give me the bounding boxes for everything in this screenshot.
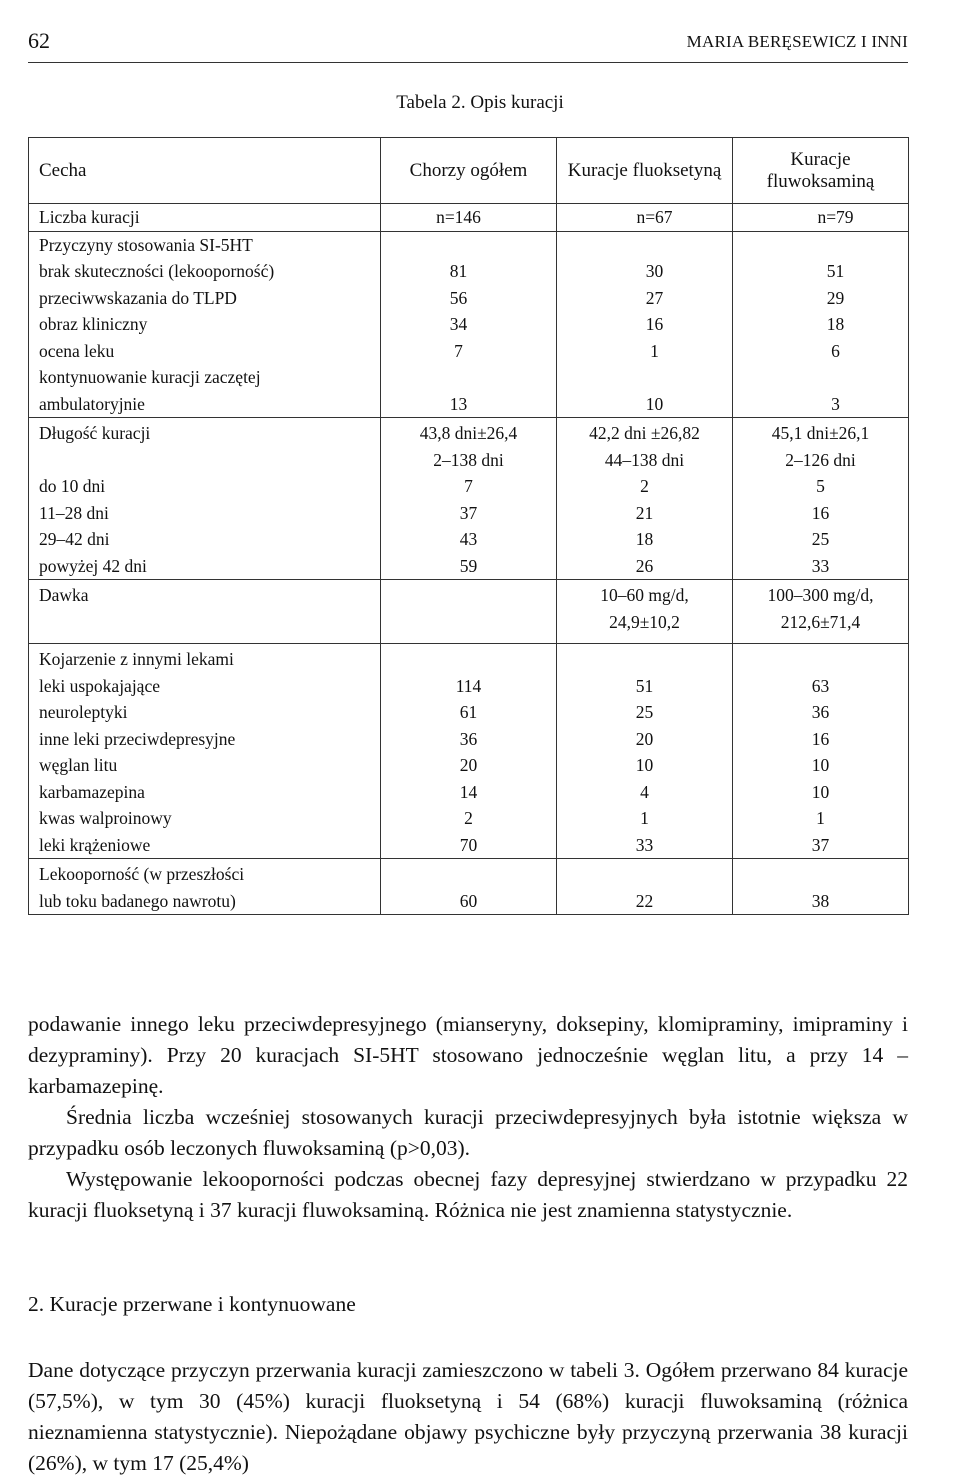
column-header-fluwoksamina: Kuracje fluwoksaminą [733,138,909,204]
body-text-lower [28,1355,908,1479]
table-row [29,779,909,806]
cell-fluw: 100–300 mg/d, [733,582,909,609]
cell-fluw: 33 [733,553,909,580]
paragraph: Średnia liczba wcześniej stosowanych kuracji przeciwdepresyjnych była istotnie większa w przypadku osób leczonych fluwoksaminą (p>0,03). [28,1105,908,1160]
table-row [29,391,909,418]
column-header-cecha: Cecha [29,138,381,204]
cell-all: 13 [381,391,557,418]
cell-flu-range: 44–138 dni [557,447,733,474]
cell-fluw: 10 [733,752,909,779]
cell-all: 81 [381,258,557,285]
cell-fluw: 36 [733,699,909,726]
treatment-table [28,137,909,915]
row-label: Dawka [29,582,381,609]
table-row-group-title [29,231,909,258]
table-row [29,805,909,832]
cell-fluw: 25 [733,526,909,553]
row-label: Liczba kuracji [29,204,381,232]
cell-fluw-mean: 212,6±71,4 [733,609,909,636]
group-title-kojarzenie: Kojarzenie z innymi lekami [29,646,381,673]
cell-flu: 10 [557,752,733,779]
row-label: neuroleptyki [29,699,381,726]
table-row [29,673,909,700]
cell-all: 7 [381,473,557,500]
table-row [29,500,909,527]
cell-all-range: 2–138 dni [381,447,557,474]
cell-fluw: 16 [733,726,909,753]
row-label: Długość kuracji [29,420,381,447]
cell-all: 60 [381,888,557,915]
cell-fluw: 18 [733,311,909,338]
cell-flu: 22 [557,888,733,915]
table-row [29,726,909,753]
cell-all: 36 [381,726,557,753]
cell-flu: 26 [557,553,733,580]
row-label: leki krążeniowe [29,832,381,859]
cell-all: 43,8 dni±26,4 [381,420,557,447]
cell-flu: 20 [557,726,733,753]
cell-all: n=146 [381,204,557,232]
row-label: brak skuteczności (lekooporność) [29,258,381,285]
row-label: powyżej 42 dni [29,553,381,580]
row-label: 11–28 dni [29,500,381,527]
paragraph: Występowanie lekooporności podczas obecnej fazy depresyjnej stwierdzano w przypadku 22 kuracji fluoksetyną i 37 kuracji fluwoksaminą. Różnica nie jest znamienna statystycznie. [28,1167,908,1222]
cell-fluw: 6 [733,338,909,365]
cell-fluw: n=79 [733,204,909,232]
paragraph: podawanie innego leku przeciwdepresyjnego (mianseryny, doksepiny, klomipraminy, imipraminy i dezypraminy). Przy 20 kuracjach SI-5HT stosowano jednocześnie węglan litu, a przy 14 – karbamazepinę. [28,1012,908,1098]
row-label: kontynuowanie kuracji zaczętej [29,364,381,391]
cell-flu: 4 [557,779,733,806]
row-label: do 10 dni [29,473,381,500]
table-row-group-title [29,646,909,673]
row-label: obraz kliniczny [29,311,381,338]
cell-fluw: 5 [733,473,909,500]
cell-fluw: 38 [733,888,909,915]
table-row [29,338,909,365]
cell-all: 61 [381,699,557,726]
cell-fluw: 37 [733,832,909,859]
table-row-liczba [29,204,909,232]
cell-all: 70 [381,832,557,859]
row-label: ambulatoryjnie [29,391,381,418]
cell-flu: n=67 [557,204,733,232]
table-caption: Tabela 2. Opis kuracji [396,92,564,113]
row-label: 29–42 dni [29,526,381,553]
cell-flu: 27 [557,285,733,312]
cell-fluw: 10 [733,779,909,806]
table-row [29,553,909,580]
cell-all: 56 [381,285,557,312]
cell-flu: 16 [557,311,733,338]
table-row [29,752,909,779]
row-label: inne leki przeciwdepresyjne [29,726,381,753]
cell-fluw: 45,1 dni±26,1 [733,420,909,447]
cell-all: 34 [381,311,557,338]
cell-fluw: 51 [733,258,909,285]
cell-all: 2 [381,805,557,832]
table-row [29,285,909,312]
cell-fluw-range: 2–126 dni [733,447,909,474]
table-row-dlugosc [29,420,909,447]
table-row [29,473,909,500]
header-rule [28,62,908,63]
row-label: przeciwwskazania do TLPD [29,285,381,312]
row-label: Lekooporność (w przeszłości [29,861,381,888]
column-header-fluoksetyna: Kuracje fluoksetyną [557,138,733,204]
cell-fluw: 16 [733,500,909,527]
table-row [29,258,909,285]
cell-flu: 51 [557,673,733,700]
row-label: kwas walproinowy [29,805,381,832]
table-row [29,526,909,553]
column-header-all: Chorzy ogółem [381,138,557,204]
page-number: 62 [28,28,50,53]
cell-flu: 18 [557,526,733,553]
cell-flu: 25 [557,699,733,726]
cell-all: 59 [381,553,557,580]
page-header [28,28,908,58]
section-heading: 2. Kuracje przerwane i kontynuowane [28,1292,356,1316]
table-row [29,447,909,474]
cell-flu: 33 [557,832,733,859]
body-text-upper [28,1009,908,1226]
table-row [29,311,909,338]
table-header-row [29,138,909,204]
cell-all: 20 [381,752,557,779]
cell-all: 114 [381,673,557,700]
cell-flu: 30 [557,258,733,285]
cell-flu-mean: 24,9±10,2 [557,609,733,636]
row-label: leki uspokajające [29,673,381,700]
row-label: lub toku badanego nawrotu) [29,888,381,915]
cell-fluw: 1 [733,805,909,832]
row-label: ocena leku [29,338,381,365]
table-row [29,832,909,859]
cell-all: 7 [381,338,557,365]
table-row [29,888,909,915]
table-row-dawka [29,582,909,609]
table-row [29,364,909,391]
row-label: węglan litu [29,752,381,779]
paragraph: Dane dotyczące przyczyn przerwania kuracji zamieszczono w tabeli 3. Ogółem przerwano 84 kuracje (57,5%), w tym 30 (45%) kuracji fluoksetyną i 54 (68%) kuracji fluwoksaminą (różnica nieznamienna statystycznie). Niepożądane objawy psychiczne były przyczyną przerwania 38 kuracji (26%), w tym 17 (25,4%) [28,1358,908,1475]
group-title-przyczyny: Przyczyny stosowania SI-5HT [29,231,381,258]
cell-flu: 1 [557,805,733,832]
cell-fluw: 3 [733,391,909,418]
cell-fluw: 29 [733,285,909,312]
table-row [29,699,909,726]
cell-all: 14 [381,779,557,806]
cell-flu: 10–60 mg/d, [557,582,733,609]
row-label: karbamazepina [29,779,381,806]
cell-flu: 1 [557,338,733,365]
cell-flu: 42,2 dni ±26,82 [557,420,733,447]
cell-flu: 21 [557,500,733,527]
cell-fluw: 63 [733,673,909,700]
table-row-lekoopornosc [29,861,909,888]
cell-flu: 10 [557,391,733,418]
cell-all: 37 [381,500,557,527]
running-head: MARIA BERĘSEWICZ I INNI [686,32,908,51]
table-row [29,609,909,636]
cell-all: 43 [381,526,557,553]
cell-flu: 2 [557,473,733,500]
